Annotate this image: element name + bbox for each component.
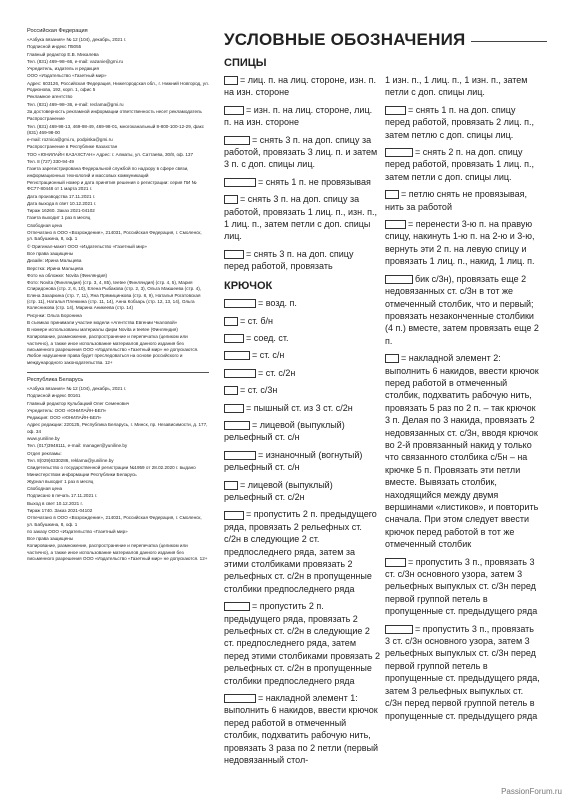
legend-item: [224, 104, 380, 129]
imprint-line: Дата выхода в свет 10.12.2021 г.: [27, 200, 97, 206]
heading-rule: [471, 41, 547, 42]
legend-text: = изн. п. на лиц. стороне, лиц. п. на изн. стороне: [224, 104, 373, 128]
imprint-line: Рисунки: Ольга Боронина: [27, 312, 82, 318]
imprint-line: Газета выходит 1 раз в месяц: [27, 215, 91, 221]
legend-item: [385, 188, 541, 213]
legend-item: [385, 218, 541, 268]
legend-text: = снять 3 п. на доп. спицу за работой, провязать 1 лиц. п., изн. п., 1 лиц. п., затем петли с доп. спицы лиц.: [224, 194, 378, 242]
imprint-line: Отпечатано в ООО «Возрождение», 214031, Российская Федерация, г. Смоленск, ул. Бабушкина, 8, оф. 1: [27, 230, 202, 242]
stitch-symbol-icon: [224, 334, 244, 343]
imprint-line: Выход в свет 10.12.2021 г.: [27, 500, 83, 506]
legend-text: = накладной элемент 1: выполнить 6 накидов, ввести крючок перед работой в отмеченный столбик, подхватить рабочую нить, провязать 3 раза по 2 петли (первый недовязанный стол-: [224, 693, 379, 766]
stitch-symbol-icon: [224, 299, 256, 308]
legend-text: = пропустить 3 п., провязать 3 ст. с/3н основного узора, затем 3 рельефных выпуклых ст. с/3н перед первой группой петель в пропущенные ст. предыдущего ряда: [385, 556, 538, 617]
legend-item: [385, 623, 541, 722]
stitch-symbol-icon: [224, 317, 238, 326]
stitch-symbol-icon: [385, 275, 413, 284]
stitch-symbol-icon: [224, 250, 244, 259]
legend-item: [224, 600, 380, 687]
legend-item: [224, 297, 380, 309]
legend-title: УСЛОВНЫЕ ОБОЗНАЧЕНИЯ: [224, 30, 466, 49]
imprint-line: Распространение: [27, 116, 65, 122]
legend-text: = снять 3 п. на доп. спицу перед работой, провязать: [224, 248, 354, 272]
legend-text: = снять 3 п. на доп. спицу за работой, провязать 3 лиц. п. и затем 3 п. с доп. спицы лиц.: [224, 134, 378, 170]
imprint-rf-title: Российская Федерация: [27, 28, 88, 34]
imprint-line: Подписной индекс 00161: [27, 393, 81, 399]
legend-text: = ст. с/2н: [258, 367, 296, 378]
legend-text: = возд. п.: [258, 298, 297, 309]
legend-text: = снять 2 п. на доп. спицу перед работой, провязать 1 лиц. п., затем петли с доп. спицы лиц.: [385, 147, 534, 182]
legend-text: = пропустить 2 п. предыдущего ряда, провязать 2 рельефных ст. с/2н в следующие 2 ст. предпоследнего ряда, затем за этими столбиками провязать 2 рельефных ст. с/2н в пропущенные столбики предпоследнего ряда: [224, 509, 377, 594]
legend-column-2: [385, 74, 541, 727]
section-spicy: СПИЦЫ: [224, 57, 267, 69]
legend-text: = ст. б/н: [240, 315, 274, 326]
legend-text: = лиц. п. на лиц. стороне, изн. п. на изн. стороне: [224, 75, 376, 98]
stitch-symbol-icon: [385, 148, 413, 157]
legend-item: [224, 248, 380, 273]
stitch-symbol-icon: [224, 404, 244, 413]
legend-item: [224, 449, 380, 474]
imprint-line: www.yuniline.by: [27, 436, 60, 442]
imprint-line: Учредитель, издатель и редакция: [27, 66, 99, 72]
legend-text: = ст. с/3н: [240, 385, 278, 396]
imprint-line: Фото: Novita (Финляндия) (стр. 3, 4, 85), teetee (Финляндия) (стр. 4, 5), Мария Спиридонова (стр. 2, 6, 10), Елена Рыбакова (стр. 2, 3), Ольга Макшеева (стр. 4), Елена Захаркина (стр. 7, 11), Яна Прямицинкова (стр. 8, 9), Наталья Рогатовская (стр. 11), Наталья Пленкина (стр. 11, 14), Анна Кобзарь (стр. 12, 13, 14), Ольга Колесникова (стр. 14), Марина Аникеева (стр. 14): [27, 280, 202, 311]
imprint-line: Учредитель: ООО «ЮНИЛАЙН-БЕЛ»: [27, 407, 107, 413]
imprint-line: Отпечатано в ООО «Возрождение», 214031, Российская Федерация, г. Смоленск, ул. Бабушкина, 8, оф. 1: [27, 515, 202, 527]
stitch-symbol-icon: [224, 481, 238, 490]
imprint-line: Регистрационный номер и дата принятия решения о регистрации: серия ПИ № ФС77-80448 от 1 марта 2021 г.: [27, 179, 197, 192]
legend-panel: [224, 30, 547, 790]
legend-item: [385, 273, 541, 347]
imprint-line: Свидетельство о государственной регистрации №1959 от 28.02.2020 г. выдано Министерством информации Республики Беларусь: [27, 465, 196, 477]
stitch-symbol-icon: [224, 178, 256, 187]
stitch-symbol-icon: [224, 451, 256, 460]
stitch-symbol-icon: [224, 694, 256, 703]
imprint-line: Дата производства 17.11.2021 г.: [27, 193, 96, 199]
legend-text: = перенести 3-ю п. на правую спицу, накинуть 1-ю п. на 2-ю и 3-ю, вернуть эти 2 п. на левую спицу и провязать 1 лиц. п., накид, 1 лиц. п.: [385, 219, 535, 267]
stitch-symbol-icon: [224, 369, 256, 378]
imprint-line: Все права защищены: [27, 536, 74, 542]
imprint-line: Тел. (831) 469-98-13, 469-98-49, 469-98-01, многоканальный 8-800-100-12-29, факс (831) 469-98-00: [27, 123, 205, 135]
imprint-line: Дизайн: Ирина Мальцева: [27, 258, 82, 264]
imprint-rb: [27, 377, 209, 562]
stitch-symbol-icon: [385, 354, 399, 363]
stitch-symbol-icon: [224, 602, 250, 611]
legend-text: = снять 1 п. на доп. спицу перед работой, провязать 2 лиц. п., затем петлю с доп. спицы лиц.: [385, 104, 534, 140]
stitch-symbol-icon: [224, 421, 250, 430]
imprint-line: Адрес редакции: 220125, Республика Беларусь, г. Минск, пр. Независимости, д. 177, оф. 34: [27, 422, 208, 434]
divider: [27, 372, 209, 373]
legend-text: бик с/3н), провязать еще 2 недовязанных ст. с/3н в тот же отмеченный столбик, что и первый; провязать незаконченные столбики (4 п.) вместе, затем провязать еще 2 п.: [385, 273, 539, 346]
legend-item: [224, 349, 380, 361]
imprint-line: Журнал выходит 1 раз в месяц: [27, 478, 94, 484]
imprint-line: Подписной индекс П5055: [27, 44, 82, 50]
stitch-symbol-icon: [224, 195, 238, 204]
legend-text: = пышный ст. из 3 ст. с/2н: [246, 402, 353, 413]
imprint-rf: [27, 28, 209, 366]
imprint-line: За достоверность рекламной информации ответственность несет рекламодатель: [27, 108, 202, 114]
stitch-symbol-icon: [224, 106, 244, 115]
watermark: PassionForum.ru: [501, 787, 562, 796]
stitch-symbol-icon: [385, 625, 413, 634]
imprint-line: Свободная цена: [27, 222, 63, 228]
left-imprint: [27, 28, 209, 563]
imprint-line: Тел. (017)3948111, e-mail: manager@yuniline.by: [27, 443, 128, 449]
imprint-rb-title: Республика Беларусь: [27, 376, 84, 383]
legend-text: 1 изн. п., 1 лиц. п., 1 изн. п., затем петли с доп. спицы лиц.: [385, 75, 528, 98]
legend-text: = петлю снять не провязывая, нить за работой: [385, 189, 527, 212]
imprint-line: Адрес: 603126, Российская Федерация, Нижегородская обл., г. Нижний Новгород, ул. Родионова, 192, корп. 1, офис 5: [27, 80, 209, 93]
imprint-line: «Азбука вязания» № 12 (104), декабрь, 2021 г.: [27, 37, 127, 42]
legend-text: = лицевой (выпуклый) рельефный ст. с/2н: [224, 479, 333, 502]
legend-text: = ст. с/н: [252, 350, 285, 361]
imprint-line: Подписано в печать 17.11.2021 г.: [27, 493, 98, 499]
imprint-line: Тираж 16260. Заказ 2021-04102: [27, 208, 95, 214]
imprint-line: Распространение в Республике Казахстан: [27, 144, 118, 150]
legend-item: [224, 479, 380, 504]
imprint-line: Тираж 1740. Заказ 2021-04102: [27, 508, 93, 513]
imprint-line: Копирование, размножение, распространение и перепечатка (целиком или частично), а также иное использование материалов данного издания без письменного разрешения ООО «Издательство «Газетный мир» не допускаются. 12+: [27, 543, 208, 562]
imprint-line: Копирование, размножение, распространение и перепечатка (целиком или частично), а также иное использование материалов данного издания без письменного разрешения ООО «Издательство «Газетный мир» не допускаются. Любое нарушение права будет преследоваться на основе российского и международного законодательства. 12+: [27, 334, 199, 365]
imprint-line: Тел. (831) 469–98–36, e-mail: reclama@gmi.ru: [27, 101, 124, 107]
imprint-line: Фото на обложке: Novita (Финляндия): [27, 272, 108, 278]
legend-item: [224, 176, 380, 188]
legend-column-1: [224, 74, 380, 772]
imprint-line: Верстка: Ирина Мальцева: [27, 265, 84, 271]
imprint-line: Тел. 8 (727) 330-94-49: [27, 159, 74, 165]
legend-text: = лицевой (выпуклый) рельефный ст. с/н: [224, 419, 345, 443]
stitch-symbol-icon: [224, 351, 250, 360]
legend-item: [224, 692, 380, 766]
stitch-symbol-icon: [224, 511, 244, 520]
stitch-symbol-icon: [224, 386, 238, 395]
legend-text: = накладной элемент 2: выполнить 6 накидов, ввести крючок перед работой в отмеченный столбик, подхватить рабочую нить, провязать 5 раз по 2 п. – так крючок 3 п. Делая по 3 накида, провязать 2 недовязанных ст. с/3н, вводя крючок во 2-й провязанный накид у только что связанного столбика с/5н – на крючке 5 п. Провязать эти петли вместе. Вывязать столбик, находящийся между двумя вершинами «листиков», и повторить сначала. При этом следует ввести крючок перед работой в тот же отмеченный столбик: [385, 353, 539, 550]
stitch-symbol-icon: [385, 106, 406, 115]
stitch-symbol-icon: [385, 558, 406, 567]
legend-item: [385, 146, 541, 183]
legend-heading: [224, 30, 547, 50]
imprint-line: В съемках принимали участие модели «Агентства Евгении Чкаловой»: [27, 319, 178, 325]
imprint-line: Тел. (831) 469–98–66, e-mail: vazanie@gmi.ru: [27, 58, 124, 64]
imprint-line: © Оригинал-макет ООО «Издательство «Газетный мир»: [27, 243, 147, 249]
legend-item: [385, 74, 541, 99]
legend-item: [224, 74, 380, 99]
legend-columns: [224, 74, 547, 774]
legend-item: [224, 315, 380, 327]
legend-item: [224, 419, 380, 444]
imprint-line: В номере использованы материалы фирм Novita и teetee (Финляндия): [27, 327, 178, 333]
legend-item: [385, 352, 541, 551]
imprint-line: ТОО «ЮНИЛАЙН КАЗАХСТАН» Адрес: г. Алматы, ул. Саттаева, 30/8, оф. 137: [27, 151, 194, 157]
legend-item: [224, 508, 380, 595]
stitch-symbol-icon: [224, 136, 250, 145]
stitch-symbol-icon: [385, 190, 399, 199]
imprint-line: ООО «Издательство «Газетный мир»: [27, 73, 107, 79]
imprint-line: по заказу ООО «Издательство «Газетный мир»: [27, 528, 128, 534]
legend-text: = снять 1 п. не провязывая: [258, 176, 371, 187]
imprint-line: Главный редактор Е.В. Михалева: [27, 51, 99, 57]
imprint-line: Редакция: ООО «ЮНИЛАЙН-БЕЛ»: [27, 415, 102, 421]
imprint-line: Тел. 8(029)6330286, reklama@yuniline.by: [27, 457, 114, 463]
imprint-line: Главный редактор Кульбацкий Олег Семенович: [27, 400, 130, 406]
imprint-line: Отдел рекламы:: [27, 450, 62, 456]
legend-text: = пропустить 2 п. предыдущего ряда, провязать 2 рельефных ст. с/2н в следующие 2 ст. предпоследнего ряда, затем перед этими столбиками провязать 2 рельефных ст. с/2н в пропущенные столбики предпоследнего ряда: [224, 601, 381, 686]
legend-item: [224, 134, 380, 171]
legend-item: [224, 332, 380, 344]
legend-item: [224, 402, 380, 414]
legend-text: = соед. ст.: [246, 332, 289, 343]
section-kryuchok: КРЮЧОК: [224, 279, 273, 292]
legend-item: [385, 556, 541, 618]
legend-item: [224, 384, 380, 396]
imprint-line: Свободная цена: [27, 486, 63, 492]
legend-text: = изнаночный (вогнутый) рельефный ст. с/н: [224, 449, 363, 473]
legend-item: [224, 367, 380, 379]
imprint-line: e-mail: roznica@gmi.ru, podpiska@gmi.ru: [27, 137, 113, 143]
legend-item: [224, 193, 380, 243]
imprint-line: Рекламное агентство: [27, 94, 73, 100]
imprint-line: Все права защищены: [27, 250, 74, 256]
legend-text: = пропустить 3 п., провязать 3 ст. с/3н основного узора, затем 3 рельефных выпуклых ст. с/3н перед первой группой петель в пропущенные ст. предыдущего ряда, затем 3 рельефных выпуклых ст. с/3н перед первой группой петель в пропущенные ст. предыдущего ряда: [385, 623, 540, 721]
stitch-symbol-icon: [385, 220, 406, 229]
stitch-symbol-icon: [224, 76, 238, 85]
imprint-line: «Азбука вязания» № 12 (104), декабрь, 2021 г.: [27, 385, 127, 391]
legend-item: [385, 104, 541, 141]
imprint-line: Газета зарегистрирована Федеральной службой по надзору в сфере связи, информационных технологий и массовых коммуникаций: [27, 166, 189, 178]
